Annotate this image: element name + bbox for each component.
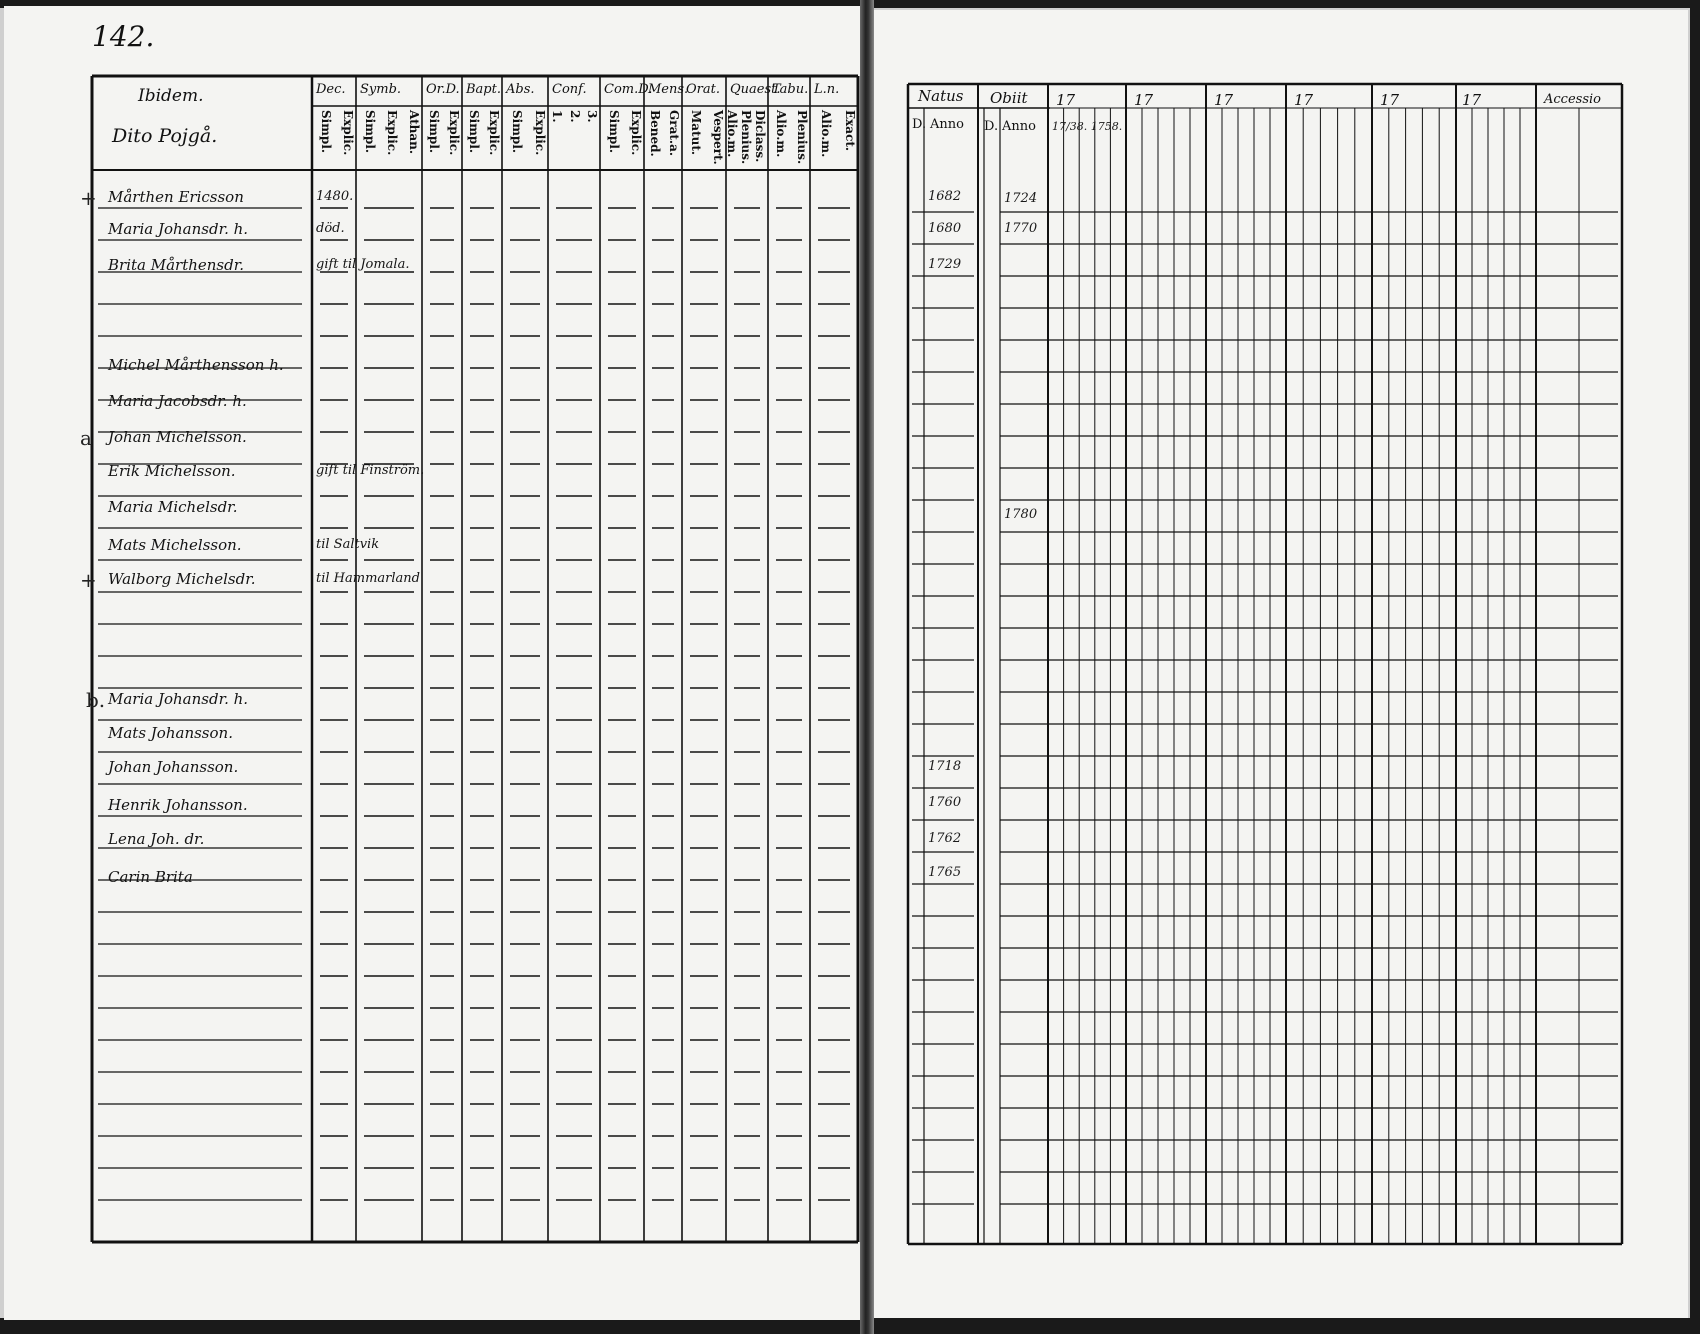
year-group-header: 17 [1134,91,1154,109]
year-group-header: 17 [1462,91,1482,109]
entry-name: Mats Michelsson. [108,536,242,554]
column-label: Com.D. [604,82,653,97]
column-sub-label: Plenius. [739,110,753,165]
entry-name: Johan Michelsson. [108,428,247,446]
entry-name: Mårthen Ericsson [108,188,244,206]
entry-name: Michel Mårthensson h. [108,356,284,374]
column-sub-label: 1. [550,110,565,123]
column-sub-label: Explic. [629,110,643,156]
entry-name: Maria Johansdr. h. [108,220,249,238]
natus-year: 1729 [928,257,962,272]
entry-note: til Hammarland [316,571,420,586]
column-sub-label: Matut. [689,110,703,156]
year-group-header: 17 [1214,91,1234,109]
entry-name: Maria Johansdr. h. [108,690,249,708]
entry-note: 1480. [316,189,354,204]
column-sub-label: Simpl. [319,110,333,154]
accessio-header: Accessio [1544,92,1601,107]
column-sub-label: Explic. [341,110,355,156]
entry-note: gift til Finström. [316,463,425,478]
natus-year: 1762 [928,831,962,846]
obiit-day-header: D. [984,119,999,134]
natus-year: 1718 [928,759,962,774]
entry-name: Erik Michelsson. [108,462,236,480]
heading-line-1: Ibidem. [138,86,204,106]
entry-note: gift til Jomala. [316,257,410,272]
obiit-year: 1724 [1004,191,1038,206]
column-label: L.n. [814,82,840,97]
column-label: Quaest. [730,82,781,97]
entry-mark: a [80,426,92,450]
column-sub-label: Diclass. [753,110,767,163]
obiit-year: 1770 [1004,221,1038,236]
heading-line-2: Dito Pojgå. [112,125,218,147]
natus-year-header: Anno [930,117,964,132]
column-sub-label: Simpl. [427,110,441,154]
column-sub-label: Vespert. [711,110,725,165]
column-sub-label: Explic. [533,110,547,156]
column-label: Orat. [686,82,720,97]
right-register-grid [860,0,1700,1334]
entry-name: Johan Johansson. [108,758,239,776]
natus-header: Natus [918,87,964,105]
page-number: 142. [92,20,155,53]
column-sub-label: Bened. [648,110,662,157]
column-sub-label: Grat.a. [667,110,681,157]
year-group-header: 17 [1056,91,1076,109]
entry-name: Maria Michelsdr. [108,498,238,516]
column-label: Conf. [552,82,587,97]
natus-year: 1680 [928,221,962,236]
year-group-header: 17 [1380,91,1400,109]
first-year-note: 17/38. 1758. [1052,120,1123,133]
column-sub-label: Plenius. [795,110,809,165]
column-sub-label: 2. [567,110,582,123]
entry-name: Lena Joh. dr. [108,830,205,848]
obiit-year-header: Anno [1002,119,1036,134]
natus-day-header: D. [912,117,927,132]
column-label: Tabu. [772,82,809,97]
natus-year: 1682 [928,189,962,204]
obiit-year: 1780 [1004,507,1038,522]
entry-mark: b. [86,688,106,712]
entry-note: död. [316,221,345,236]
column-sub-label: 3. [585,110,599,123]
column-sub-label: Simpl. [607,110,621,154]
entry-name: Walborg Michelsdr. [108,570,256,588]
year-group-header: 17 [1294,91,1314,109]
entry-mark: + [80,568,97,592]
entry-note: til Saltvik [316,537,380,552]
entry-name: Maria Jacobsdr. h. [108,392,247,410]
column-label: Dec. [316,82,346,97]
natus-year: 1760 [928,795,962,810]
column-label: Bapt. [466,82,501,97]
entry-mark: + [80,186,97,210]
column-label: Or.D. [426,82,460,97]
column-sub-label: Alio.m. [725,110,739,158]
column-sub-label: Athan. [407,110,421,155]
column-sub-label: Alio.m. [774,110,788,158]
column-sub-label: Simpl. [510,110,524,154]
column-label: Abs. [506,82,535,97]
entry-name: Carin Brita [108,868,193,886]
entry-name: Henrik Johansson. [108,796,248,814]
column-sub-label: Explic. [385,110,399,156]
entry-name: Mats Johansson. [108,724,233,742]
column-sub-label: Simpl. [467,110,481,154]
column-sub-label: Alio.m. [819,110,833,158]
column-sub-label: Simpl. [363,110,377,154]
column-label: Mens. [648,82,689,97]
natus-year: 1765 [928,865,962,880]
column-sub-label: Exact. [843,110,857,152]
column-sub-label: Explic. [447,110,461,156]
column-label: Symb. [360,82,402,97]
column-sub-label: Explic. [487,110,501,156]
entry-name: Brita Mårthensdr. [108,256,245,274]
obiit-header: Obiit [990,89,1028,107]
